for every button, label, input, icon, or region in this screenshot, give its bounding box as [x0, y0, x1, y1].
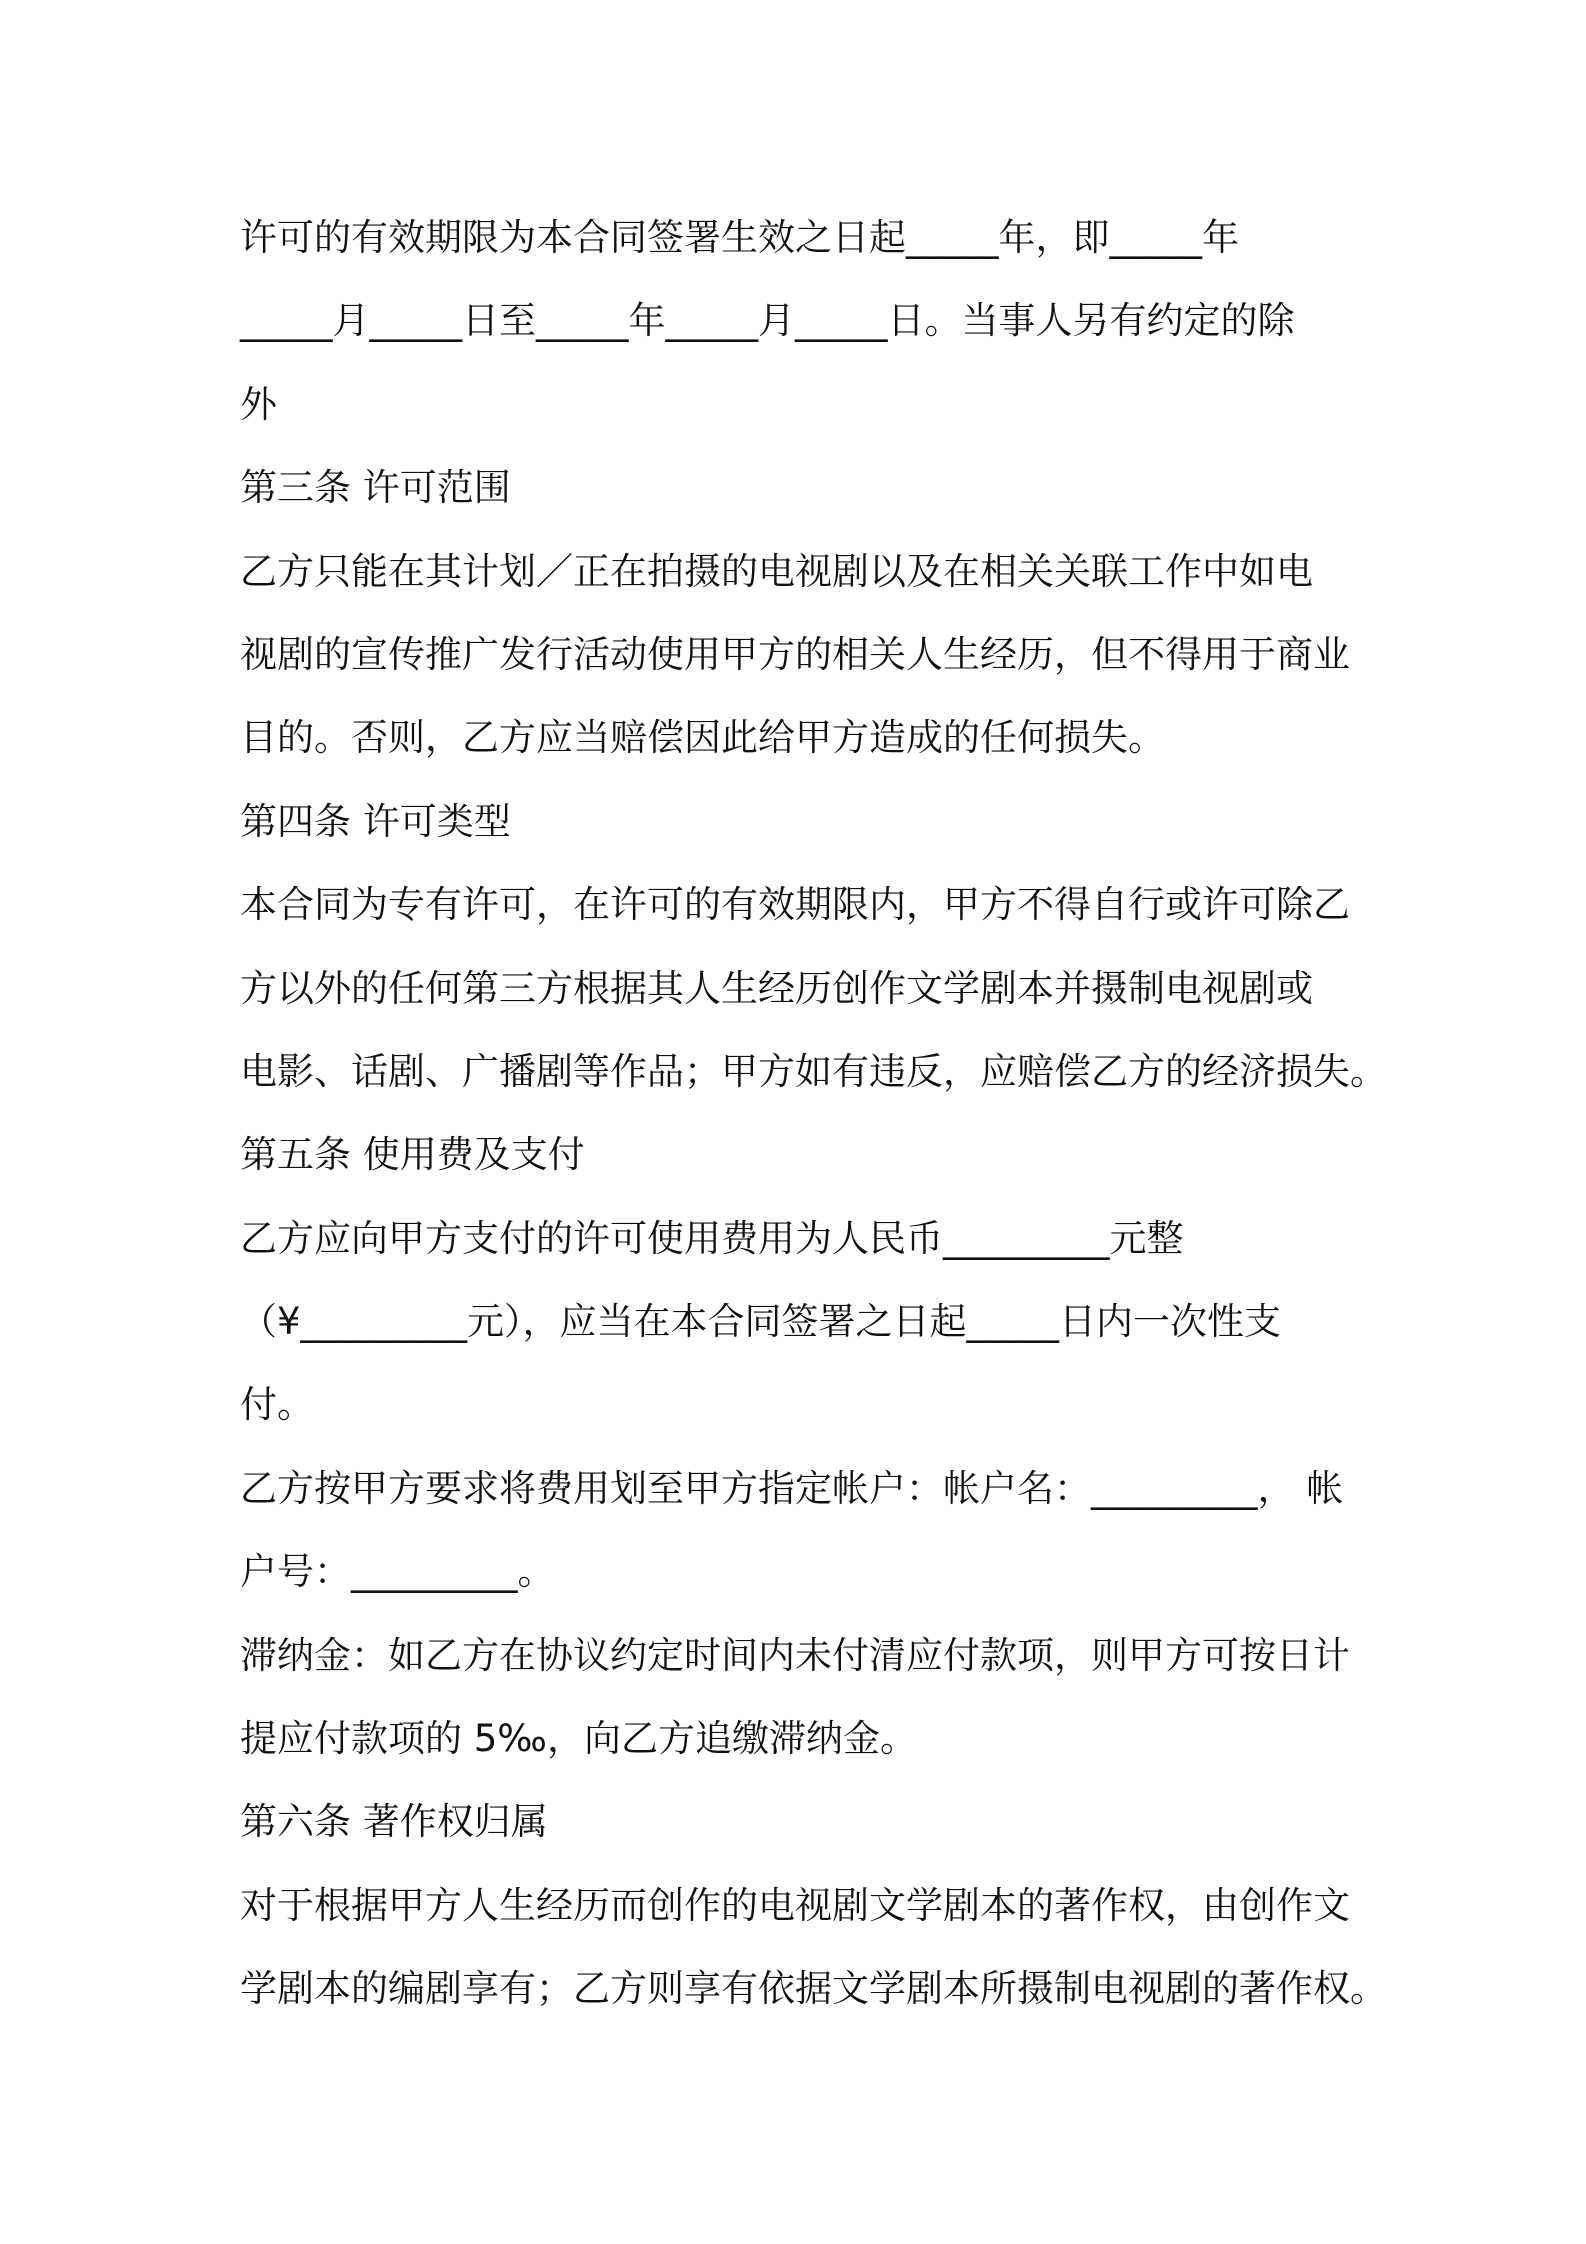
paragraph-line: 外: [240, 382, 277, 426]
article-3-heading: 第三条 许可范围: [240, 466, 511, 510]
paragraph-line: 户号：_________。: [240, 1550, 555, 1594]
paragraph-line: 方以外的任何第三方根据其人生经历创作文学剧本并摄制电视剧或: [240, 966, 1313, 1010]
paragraph-line: 目的。否则，乙方应当赔偿因此给甲方造成的任何损失。: [240, 716, 1165, 760]
paragraph-line: 视剧的宣传推广发行活动使用甲方的相关人生经历，但不得用于商业: [240, 632, 1350, 676]
paragraph-line: （¥_________元），应当在本合同签署之日起_____日内一次性支: [240, 1300, 1282, 1344]
paragraph-line: 乙方只能在其计划／正在拍摄的电视剧以及在相关关联工作中如电: [240, 549, 1313, 593]
paragraph-line: 乙方按甲方要求将费用划至甲方指定帐户：帐户名：_________， 帐: [240, 1466, 1344, 1510]
paragraph-line: 乙方应向甲方支付的许可使用费用为人民币_________元整: [240, 1216, 1184, 1260]
paragraph-line: 滞纳金：如乙方在协议约定时间内未付清应付款项，则甲方可按日计: [240, 1633, 1350, 1677]
article-5-heading: 第五条 使用费及支付: [240, 1133, 585, 1177]
paragraph-line: 提应付款项的 5‰，向乙方追缴滞纳金。: [240, 1717, 917, 1761]
paragraph-line: 本合同为专有许可，在许可的有效期限内，甲方不得自行或许可除乙: [240, 883, 1350, 927]
paragraph-line: 许可的有效期限为本合同签署生效之日起_____年，即_____年: [240, 216, 1239, 259]
paragraph-line: 对于根据甲方人生经历而创作的电视剧文学剧本的著作权，由创作文: [240, 1883, 1350, 1927]
paragraph-line: 电影、话剧、广播剧等作品；甲方如有违反，应赔偿乙方的经济损失。: [240, 1049, 1387, 1093]
article-6-heading: 第六条 著作权归属: [240, 1800, 548, 1844]
paragraph-line: 学剧本的编剧享有；乙方则享有依据文学剧本所摄制电视剧的著作权。: [240, 1967, 1387, 2011]
article-4-heading: 第四条 许可类型: [240, 799, 511, 843]
document-body: [240, 196, 1387, 2031]
paragraph-line: _____月_____日至_____年_____月_____日。当事人另有约定的除: [240, 299, 1295, 343]
paragraph-line: 付。: [240, 1383, 314, 1427]
